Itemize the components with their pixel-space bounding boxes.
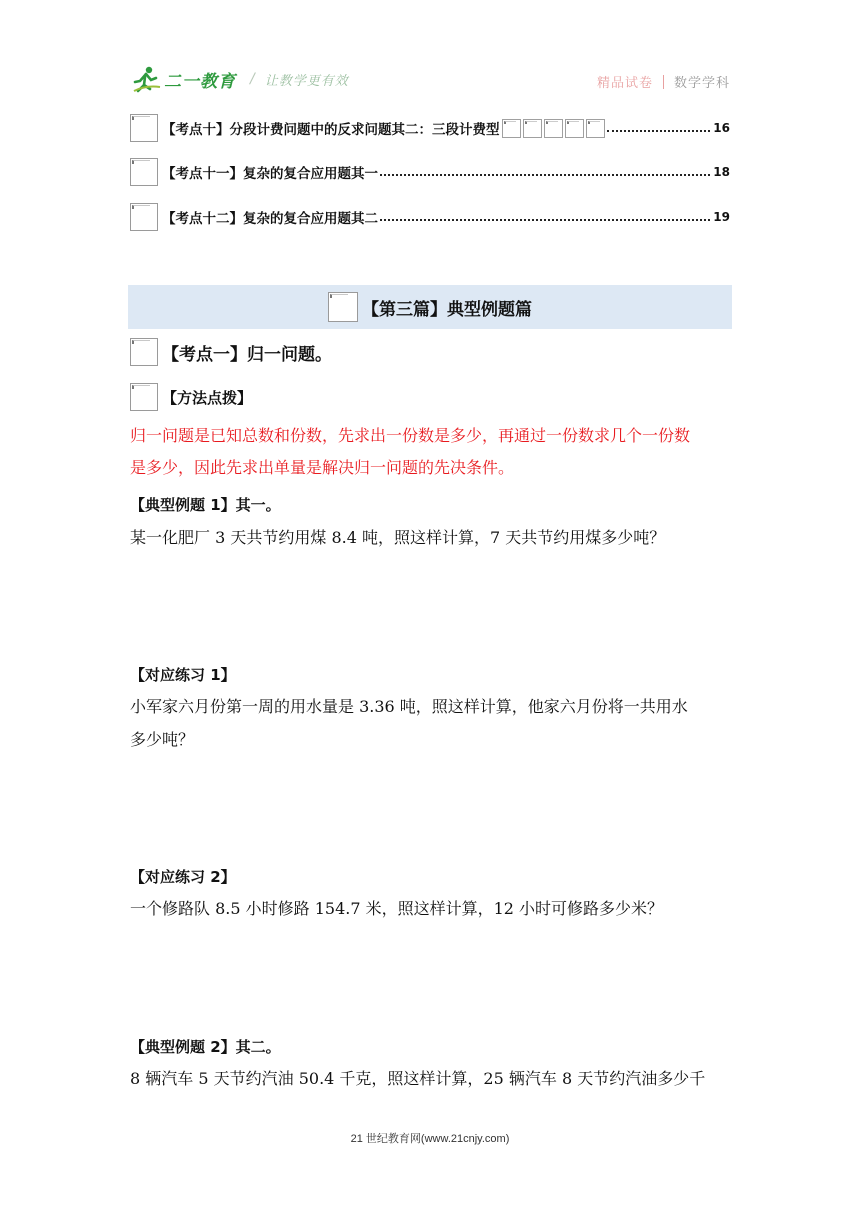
- header-separator: [663, 75, 664, 89]
- image-placeholder-icon: [565, 119, 584, 138]
- toc-page-number: 18: [713, 165, 730, 179]
- practice-text: [130, 690, 735, 756]
- section-title: 【第三篇】典型例题篇: [362, 299, 532, 320]
- image-placeholder-icon: [130, 203, 158, 231]
- logo-text: 二一教育: [164, 71, 236, 92]
- toc-entry[interactable]: [130, 158, 730, 186]
- image-placeholder-icon: [130, 383, 158, 411]
- example-label: 【典型例题 1】其一。: [130, 496, 281, 514]
- example-text: 8 辆汽车 5 天节约汽油 50.4 千克，照这样计算，25 辆汽车 8 天节约汽油多少千: [130, 1069, 706, 1088]
- toc-page-number: 16: [713, 121, 730, 135]
- example-text: 某一化肥厂 3 天共节约用煤 8.4 吨，照这样计算，7 天共节约用煤多少吨？: [130, 528, 666, 547]
- image-placeholder-icon: [130, 158, 158, 186]
- example-label: 【典型例题 2】其二。: [130, 1038, 281, 1056]
- image-placeholder-icon: [523, 119, 542, 138]
- topic-heading: [130, 338, 332, 366]
- toc-leader-dots: [380, 174, 710, 176]
- image-placeholder-icon: [130, 114, 158, 142]
- practice-text: 一个修路队 8.5 小时修路 154.7 米，照这样计算，12 小时可修路多少米？: [130, 899, 664, 918]
- practice-label: 【对应练习 1】: [130, 666, 236, 684]
- image-placeholder-icon: [544, 119, 563, 138]
- header-subject: 数学学科: [673, 76, 730, 91]
- image-placeholder-icon: [586, 119, 605, 138]
- header-tag: 精品试卷: [596, 76, 653, 91]
- practice-line: 小军家六月份第一周的用水量是 3.36 吨，照这样计算，他家六月份将一共用水: [130, 697, 688, 716]
- image-placeholder-icon: [130, 338, 158, 366]
- method-line: 是多少，因此先求出单量是解决归一问题的先决条件。: [130, 458, 515, 477]
- toc-page-number: 19: [713, 210, 730, 224]
- toc-entry-label: 【考点十一】复杂的复合应用题其一: [162, 166, 378, 182]
- topic-title: 【考点一】归一问题。: [162, 344, 332, 365]
- page-footer: 21 世纪教育网(www.21cnjy.com): [350, 1133, 510, 1145]
- header-tags: [597, 72, 730, 91]
- logo-divider: /: [250, 71, 255, 87]
- method-explanation: [130, 420, 735, 484]
- method-title: 【方法点拨】: [162, 388, 253, 407]
- runner-logo-icon: [132, 65, 162, 93]
- toc-entry-label: 【考点十】分段计费问题中的反求问题其二：三段计费型: [162, 122, 500, 138]
- image-placeholder-icon: [328, 292, 358, 322]
- toc-entry[interactable]: [130, 203, 730, 231]
- method-line: 归一问题是已知总数和份数，先求出一份数是多少，再通过一份数求几个一份数: [130, 426, 691, 445]
- toc-leader-dots: [607, 130, 711, 132]
- practice-label: 【对应练习 2】: [130, 868, 236, 886]
- method-heading: [130, 383, 252, 411]
- practice-line: 多少吨？: [130, 730, 195, 749]
- image-placeholder-icon: [502, 119, 521, 138]
- logo-slogan: 让教学更有效: [264, 73, 349, 89]
- toc-entry-label: 【考点十二】复杂的复合应用题其二: [162, 211, 378, 227]
- section-banner: [128, 285, 732, 329]
- toc-leader-dots: [380, 219, 710, 221]
- site-logo: [132, 64, 349, 94]
- toc-entry[interactable]: [130, 114, 730, 142]
